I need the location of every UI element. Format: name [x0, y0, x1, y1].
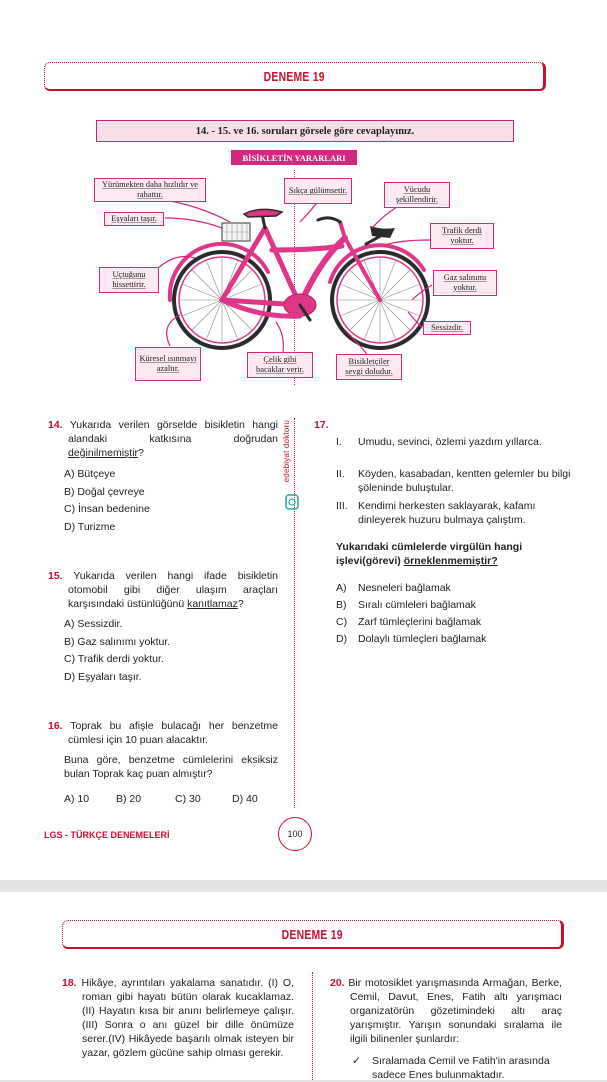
poster-title: BİSİKLETİN YARARLARI: [231, 150, 357, 165]
callout-loving: Bisikletçiler sevgi doludur.: [336, 354, 402, 380]
q17-item-2: II. Köyden, kasabadan, kentten gelemler bu bilgi şöleninde buluştular.: [336, 468, 571, 494]
question-15: 15. Yukarıda verilen hangi ifade bisikletin otomobil gibi diğer ulaşım araçları karşısındaki üstünlüğünü kanıtlamaz?: [48, 570, 278, 610]
question-number: 17.: [314, 419, 329, 431]
question-17: [314, 418, 576, 432]
question-number: 16.: [48, 720, 63, 732]
test-header-banner: [62, 920, 564, 949]
q17-option-c[interactable]: C) Zarf tümleçlerini bağlamak: [336, 616, 482, 628]
callout-flying: Uçtuğunu hissettirir.: [99, 267, 159, 293]
callout-steel-legs: Çelik gibi bacaklar verir.: [247, 352, 313, 378]
callout-silent: Sessizdir.: [423, 321, 471, 335]
callout-smile: Sıkça gülümsetir.: [284, 178, 352, 204]
callout-no-gas: Gaz salınımı yoktur.: [433, 270, 497, 296]
callout-arrows: [156, 198, 432, 358]
q17-item-3: III. Kendimi herkesten saklayarak, kafamı dinleyerek huzuru bulmaya çalıştım.: [336, 500, 536, 526]
question-20: 20. Bir motosiklet yarışmasında Armağan, Berke, Cemil, Davut, Enes, Fatih altı yarışmacı organizatörün gözetimindeki altı araç yarışmıştır. Yarışın sonundaki sıralama ile ilgili bilinenler şunlardır: ✓ Sıralamada Cemil ve Fatih'in arasında sadece Enes bulunmaktadır.: [330, 977, 562, 1081]
q17-option-b[interactable]: B) Sıralı cümleleri bağlamak: [336, 599, 476, 611]
q17-stem: Yukarıdaki cümlelerde virgülün hangi işlevi(görevi) örneklenmemiştir?: [336, 541, 523, 567]
q15-option-d[interactable]: D) Eşyaları taşır.: [64, 671, 142, 683]
q17-item-1: I. Umudu, sevinci, özlemi yazdım yıllarca.: [336, 436, 542, 448]
question-number: 14.: [48, 419, 63, 431]
test-title: DENEME 19: [281, 926, 343, 942]
callout-body-shape: Vücudu şekillendirir.: [384, 182, 450, 208]
test-title: DENEME 19: [263, 68, 325, 84]
question-14: 14. Yukarıda verilen görselde bisikletin hangi alandaki katkısına doğrudan değinilmemiştir?: [48, 419, 278, 459]
brand-logo-icon: [285, 494, 299, 510]
q17-option-d[interactable]: D) Dolaylı tümleçleri bağlamak: [336, 633, 487, 645]
callout-no-traffic: Trafik derdi yoktur.: [430, 223, 494, 249]
question-number: 18.: [62, 977, 77, 989]
instruction-box: 14. - 15. ve 16. soruları görsele göre cevaplayınız.: [96, 120, 514, 142]
footer-title: LGS - TÜRKÇE DENEMELERİ: [44, 830, 170, 840]
question-18: 18. Hikâye, ayrıntıları yakalama sanatıdır. (I) O, roman gibi hayatı bütün olarak kucaklamaz. (II) Hayatın kısa bir anını belirlemeye çalışır. (III) Sonra o anı güzel bir dille önümüze serer.(IV) Hikâyede başarılı olmak isteyen bir yazar, gözlem gücüne sahip olması gerekir.: [62, 977, 294, 1059]
bicycle-icon: [170, 209, 428, 348]
callout-global-warming: Küresel ısınmayı azaltır.: [135, 347, 201, 381]
q14-option-b[interactable]: B) Doğal çevreye: [64, 486, 145, 498]
question-number: 15.: [48, 570, 63, 582]
q16-option-d[interactable]: D) 40: [232, 793, 258, 805]
q15-option-c[interactable]: C) Trafik derdi yoktur.: [64, 653, 164, 665]
callout-faster: Yürümekten daha hızlıdır ve rahattır.: [94, 178, 206, 202]
q14-option-d[interactable]: D) Turizme: [64, 521, 116, 533]
question-number: 20.: [330, 977, 345, 989]
q16-option-a[interactable]: A) 10: [64, 793, 90, 805]
question-16: 16. Toprak bu afişle bulacağı her benzetme cümlesi için 10 puan alacaktır. Buna göre, benzetme cümlelerini eksiksiz bulan Toprak kaç puan almıştır?: [48, 720, 278, 780]
callout-carries-items: Eşyaları taşır.: [104, 212, 164, 226]
column-divider: [294, 418, 295, 808]
q17-option-a[interactable]: A) Nesneleri bağlamak: [336, 582, 451, 594]
column-divider: [312, 972, 313, 1080]
checkmark-icon: ✓: [352, 1055, 361, 1067]
q14-option-c[interactable]: C) İnsan bedenine: [64, 503, 150, 515]
q14-option-a[interactable]: A) Bütçeye: [64, 468, 116, 480]
q16-option-b[interactable]: B) 20: [116, 793, 142, 805]
brand-watermark: edebiyat doktoru: [282, 420, 291, 483]
page-number: 100: [278, 817, 312, 851]
q20-clue: ✓ Sıralamada Cemil ve Fatih'in arasında sadece Enes bulunmaktadır.: [352, 1055, 550, 1081]
q15-option-a[interactable]: A) Sessizdir.: [64, 618, 123, 630]
q16-option-c[interactable]: C) 30: [175, 793, 201, 805]
q15-option-b[interactable]: B) Gaz salınımı yoktur.: [64, 636, 171, 648]
page-101: [0, 892, 607, 1080]
